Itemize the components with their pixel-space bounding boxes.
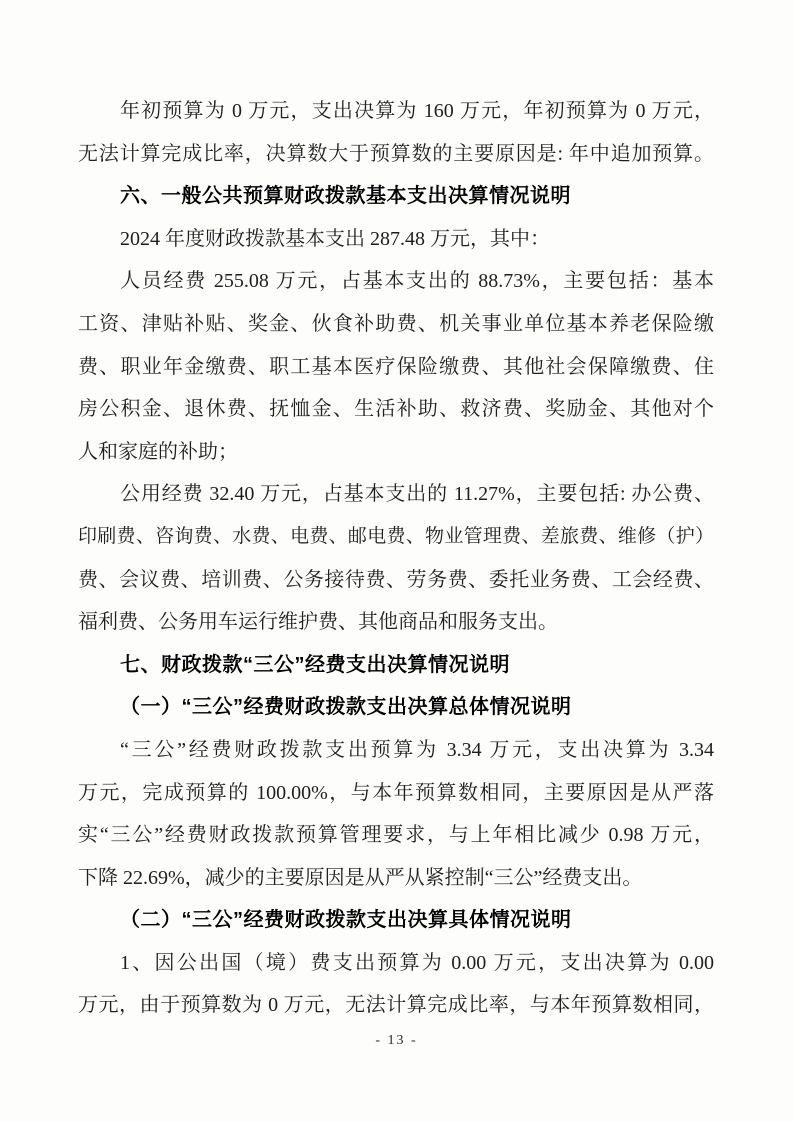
paragraph-line: 房公积金、退休费、抚恤金、生活补助、救济费、奖励金、其他对个 [78,398,714,421]
paragraph-line: 1、因公出国（境）费支出预算为 0.00 万元，支出决算为 0.00 [120,951,714,974]
paragraph-line: 2024 年度财政拨款基本支出 287.48 万元，其中： [120,227,550,250]
paragraph-line: 万元，完成预算的 100.00%，与本年预算数相同，主要原因是从严落 [78,781,714,804]
paragraph-line: 万元，由于预算数为 0 万元，无法计算完成比率，与本年预算数相同， [78,994,714,1017]
paragraph-line: 年初预算为 0 万元，支出决算为 160 万元，年初预算为 0 万元， [120,100,714,122]
paragraph-line: 费、职业年金缴费、职工基本医疗保险缴费、其他社会保障缴费、住 [78,355,714,378]
page-number-footer: - 13 - [375,1033,418,1048]
paragraph-line: 实“三公”经费财政拨款预算管理要求，与上年相比减少 0.98 万元， [78,824,714,847]
section-heading-basic-expenditure: 六、一般公共预算财政拨款基本支出决算情况说明 [120,185,571,208]
paragraph-line: 无法计算完成比率，决算数大于预算数的主要原因是: 年中追加预算。 [78,142,714,165]
subsection-heading-specific: （二）“三公”经费财政拨款支出决算具体情况说明 [120,909,572,932]
document-body [78,90,714,1027]
paragraph-line: “三公”经费财政拨款支出预算为 3.34 万元，支出决算为 3.34 [120,738,714,761]
paragraph-line: 工资、津贴补贴、奖金、伙食补助费、机关事业单位基本养老保险缴 [78,312,714,335]
paragraph-line: 福利费、公务用车运行维护费、其他商品和服务支出。 [78,611,558,634]
paragraph-line: 人员经费 255.08 万元，占基本支出的 88.73%，主要包括：基本 [120,270,714,293]
paragraph-line: 人和家庭的补助； [78,440,238,463]
paragraph-line: 费、会议费、培训费、公务接待费、劳务费、委托业务费、工会经费、 [78,568,714,591]
section-heading-three-public-funds: 七、财政拨款“三公”经费支出决算情况说明 [120,653,510,676]
paragraph-line: 印刷费、咨询费、水费、电费、邮电费、物业管理费、差旅费、维修（护） [78,525,714,547]
paragraph-line: 下降 22.69%，减少的主要原因是从严从紧控制“三公”经费支出。 [78,866,643,889]
subsection-heading-overall: （一）“三公”经费财政拨款支出决算总体情况说明 [120,696,572,719]
paragraph-line: 公用经费 32.40 万元，占基本支出的 11.27%，主要包括: 办公费、 [120,483,714,506]
